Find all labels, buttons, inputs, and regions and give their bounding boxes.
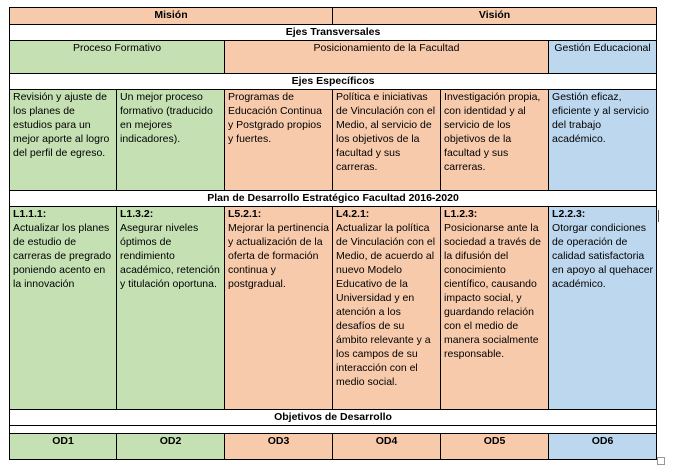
linea-1 <box>10 207 117 410</box>
linea-3 <box>225 207 333 410</box>
objetivo-od6: OD6 <box>549 434 657 460</box>
linea-code: L2.2.3: <box>552 208 586 220</box>
eje-especifico-3: Programas de Educación Continua y Postgrado propios y fuertes. <box>225 90 333 191</box>
proceso-formativo-cell: Proceso Formativo <box>10 41 225 74</box>
posicionamiento-cell: Posicionamiento de la Facultad <box>225 41 549 74</box>
spacer <box>10 426 657 434</box>
vision-header: Visión <box>333 8 657 25</box>
linea-text: Actualizar los planes de estudio de carreras de pregrado poniendo acento en la innovación <box>13 222 112 290</box>
linea-6 <box>549 207 657 410</box>
linea-code: L4.2.1: <box>336 208 370 220</box>
eje-especifico-2: Un mejor proceso formativo (traducido en mejores indicadores). <box>117 90 225 191</box>
objetivo-od2: OD2 <box>117 434 225 460</box>
objetivos-title: Objetivos de Desarrollo <box>10 410 657 426</box>
linea-text: Posicionarse ante la sociedad a través de la difusión del conocimiento científico, causando impacto social, y guardando relación con el medio de manera socialmente responsable. <box>444 222 541 360</box>
linea-text: Asegurar niveles óptimos de rendimiento académico, retención y titulación oportuna. <box>120 222 220 290</box>
eje-especifico-4: Política e iniciativas de Vinculación con el Medio, al servicio de los objetivos de la facultad y sus carreras. <box>333 90 441 191</box>
objetivo-od5: OD5 <box>441 434 549 460</box>
linea-4 <box>333 207 441 410</box>
ejes-transversales-title: Ejes Transversales <box>10 25 657 41</box>
linea-code: L1.1.1: <box>13 208 47 220</box>
linea-code: L5.2.1: <box>228 208 262 220</box>
eje-especifico-6: Gestión eficaz, eficiente y al servicio del trabajo académico. <box>549 90 657 191</box>
linea-code: L1.2.3: <box>444 208 478 220</box>
resize-handle[interactable] <box>657 457 665 465</box>
linea-2 <box>117 207 225 410</box>
eje-especifico-1: Revisión y ajuste de los planes de estudios para un mejor aporte al logro del perfil de egreso. <box>10 90 117 191</box>
objetivo-od3: OD3 <box>225 434 333 460</box>
linea-text: Actualizar la política de Vinculación con el Medio, de acuerdo al nuevo Modelo Educativo de la Universidad y en atención a los desafíos de su ámbito relevante y a los campos de su interacción con el medio social. <box>336 222 436 388</box>
ejes-especificos-title: Ejes Específicos <box>10 74 657 90</box>
linea-text: Otorgar condiciones de operación de calidad satisfactoria en apoyo al quehacer académico. <box>552 222 654 290</box>
plan-desarrollo-title: Plan de Desarrollo Estratégico Facultad 2016-2020 <box>10 191 657 207</box>
eje-especifico-5: Investigación propia, con identidad y al servicio de los objetivos de la facultad y sus carreras. <box>441 90 549 191</box>
strategic-plan-table <box>9 7 657 460</box>
objetivo-od4: OD4 <box>333 434 441 460</box>
linea-5 <box>441 207 549 410</box>
mision-header: Misión <box>10 8 333 25</box>
column-resize-marker <box>658 210 659 222</box>
linea-code: L1.3.2: <box>120 208 154 220</box>
gestion-educacional-cell: Gestión Educacional <box>549 41 657 74</box>
objetivo-od1: OD1 <box>10 434 117 460</box>
linea-text: Mejorar la pertinencia y actualización de la oferta de formación continua y postgradual. <box>228 222 329 290</box>
